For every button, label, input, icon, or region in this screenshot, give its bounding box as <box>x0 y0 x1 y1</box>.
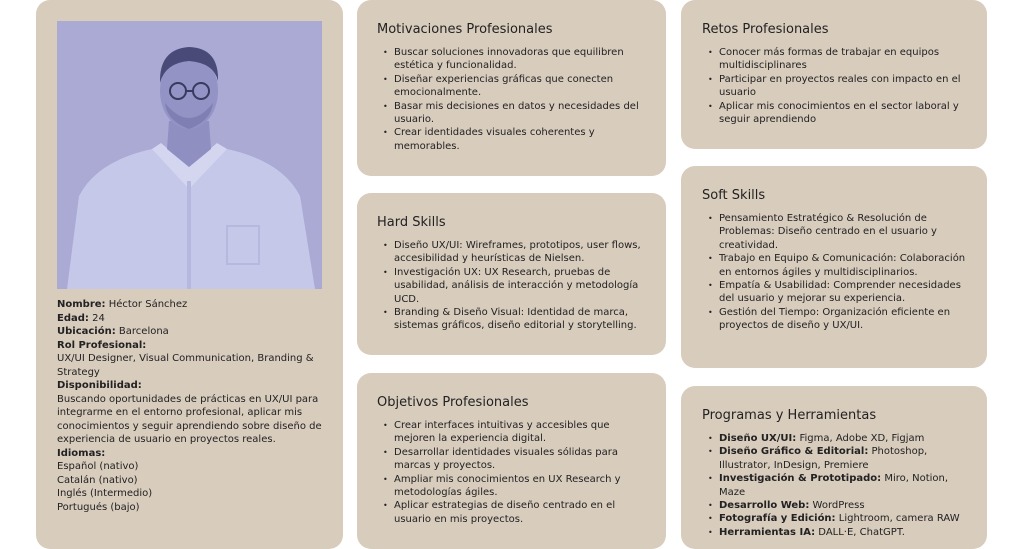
language-item: Catalán (nativo) <box>57 474 138 486</box>
list-item <box>702 526 966 539</box>
objetivos-list <box>377 419 646 526</box>
list-item: • Trabajo en Equipo & Comunicación: Colaboración en entornos ágiles y multidisciplinarios. <box>702 252 966 279</box>
list-item: • Aplicar estrategias de diseño centrado en el usuario en mis proyectos. <box>377 499 646 526</box>
retos-card <box>681 0 987 149</box>
list-item: • Branding & Diseño Visual: Identidad de marca, sistemas gráficos, diseño editorial y storytelling. <box>377 306 646 333</box>
tool-category: Herramientas IA: <box>719 526 816 538</box>
tool-category: Diseño UX/UI: <box>719 433 797 444</box>
age-label: Edad: <box>57 312 89 324</box>
retos-list <box>702 46 966 126</box>
list-item: • Desarrollar identidades visuales sólidas para marcas y proyectos. <box>377 446 646 473</box>
name-value: Héctor Sánchez <box>108 299 188 310</box>
location-value: Barcelona <box>118 326 169 337</box>
language-item: Español (nativo) <box>57 461 139 472</box>
tool-values: Lightroom, camera RAW <box>835 513 960 525</box>
role-value: UX/UI Designer, Visual Communication, Branding & Strategy <box>57 353 314 378</box>
list-item: • Investigación UX: UX Research, pruebas de usabilidad, análisis de interacción y metodología UCD. <box>377 266 646 306</box>
list-item <box>702 499 966 512</box>
list-item <box>702 432 966 445</box>
list-item: • Basar mis decisiones en datos y necesidades del usuario. <box>377 100 646 127</box>
retos-title: Retos Profesionales <box>702 22 829 37</box>
list-item: • Ampliar mis conocimientos en UX Research y metodologías ágiles. <box>377 473 646 500</box>
tool-category: Desarrollo Web: <box>719 500 810 512</box>
soft-skills-card <box>681 166 987 368</box>
list-item: • Crear identidades visuales coherentes y memorables. <box>377 126 646 153</box>
tool-category: Fotografía y Edición: <box>719 513 836 525</box>
profile-photo <box>57 21 322 289</box>
profile-location-row <box>57 325 322 339</box>
list-item <box>702 512 966 525</box>
tool-values: Photoshop, Illustrator, InDesign, Premiere <box>719 446 928 471</box>
hard-skills-title: Hard Skills <box>377 215 446 230</box>
availability-label: Disponibilidad: <box>57 380 142 391</box>
age-value: 24 <box>92 312 105 324</box>
list-item: • Empatía & Usabilidad: Comprender necesidades del usuario y mejorar su experiencia. <box>702 279 966 306</box>
name-label: Nombre: <box>57 299 106 310</box>
soft-skills-list <box>702 212 966 333</box>
list-item: • Participar en proyectos reales con impacto en el usuario <box>702 73 966 100</box>
tool-values: Miro, Notion, Maze <box>719 473 949 498</box>
language-item: Inglés (Intermedio) <box>57 488 153 499</box>
objetivos-card <box>357 373 666 549</box>
hard-skills-list <box>377 239 646 333</box>
tool-values: Figma, Adobe XD, Figjam <box>796 433 925 444</box>
languages-label: Idiomas: <box>57 447 106 459</box>
tool-category: Investigación & Prototipado: <box>719 473 882 485</box>
profile-age-row <box>57 312 322 326</box>
motivaciones-list <box>377 46 646 153</box>
list-item: • Crear interfaces intuitivas y accesibles que mejoren la experiencia digital. <box>377 419 646 446</box>
hard-skills-card <box>357 193 666 355</box>
list-item: • Conocer más formas de trabajar en equipos multidisciplinares <box>702 46 966 73</box>
portrait-image <box>57 21 322 289</box>
motivaciones-title: Motivaciones Profesionales <box>377 22 553 37</box>
list-item: • Buscar soluciones innovadoras que equilibren estética y funcionalidad. <box>377 46 646 73</box>
tool-values: WordPress <box>809 500 865 512</box>
profile-card <box>36 0 343 549</box>
list-item: • Gestión del Tiempo: Organización eficiente en proyectos de diseño y UX/UI. <box>702 306 966 333</box>
list-item <box>702 472 966 499</box>
list-item <box>702 445 966 472</box>
tool-values: DALL·E, ChatGPT. <box>815 526 905 538</box>
programas-list <box>702 432 966 539</box>
list-item: • Pensamiento Estratégico & Resolución de Problemas: Diseño centrado en el usuario y creatividad. <box>702 212 966 252</box>
location-label: Ubicación: <box>57 326 116 337</box>
programas-title: Programas y Herramientas <box>702 408 877 423</box>
list-item: • Diseño UX/UI: Wireframes, prototipos, user flows, accesibilidad y heurísticas de Nielsen. <box>377 239 646 266</box>
motivaciones-card <box>357 0 666 176</box>
availability-value: Buscando oportunidades de prácticas en UX/UI para integrarme en el entorno profesional, aplicar mis conocimientos y seguir aprendiendo sobre diseño de experiencia de usuario en proyectos reales. <box>57 393 322 445</box>
soft-skills-title: Soft Skills <box>702 188 766 203</box>
role-label: Rol Profesional: <box>57 339 147 351</box>
tool-category: Diseño Gráfico & Editorial: <box>719 446 869 458</box>
objetivos-title: Objetivos Profesionales <box>377 395 529 410</box>
profile-name-row <box>57 298 322 312</box>
list-item: • Diseñar experiencias gráficas que conecten emocionalmente. <box>377 73 646 100</box>
profile-info <box>57 298 322 514</box>
language-item: Portugués (bajo) <box>57 501 140 513</box>
programas-card <box>681 386 987 549</box>
list-item: • Aplicar mis conocimientos en el sector laboral y seguir aprendiendo <box>702 100 966 127</box>
